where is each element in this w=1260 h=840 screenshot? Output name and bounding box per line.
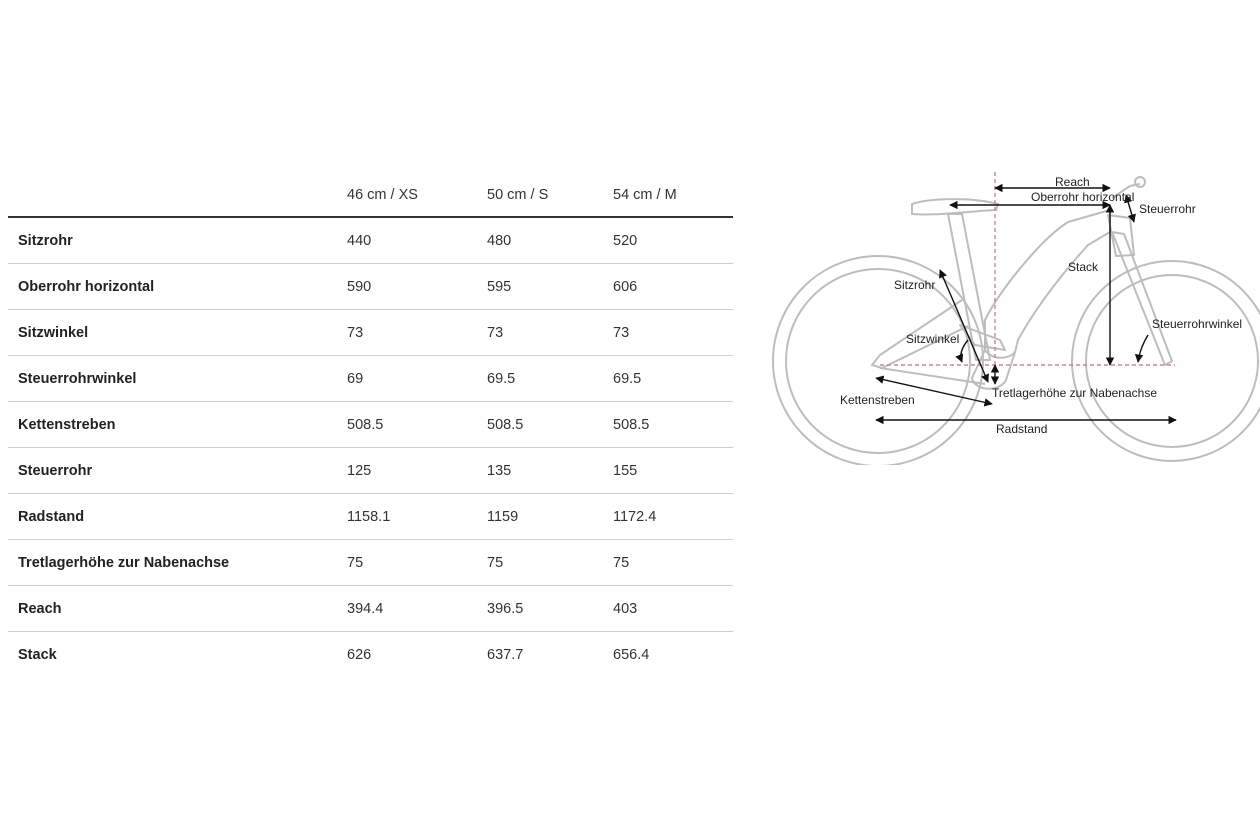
row-label: Kettenstreben	[8, 402, 347, 448]
label-oberrohr: Oberrohr horizontal	[1031, 190, 1135, 204]
row-value: 75	[347, 540, 487, 586]
row-label: Reach	[8, 586, 347, 632]
row-value: 403	[613, 586, 733, 632]
geometry-table	[8, 174, 733, 677]
label-sitzwinkel: Sitzwinkel	[906, 332, 960, 346]
row-label: Steuerrohr	[8, 448, 347, 494]
row-value: 626	[347, 646, 372, 663]
row-value: 508.5	[487, 402, 613, 448]
row-value: 135	[487, 448, 613, 494]
label-radstand: Radstand	[996, 422, 1048, 436]
row-value: 637.7	[487, 646, 524, 663]
table-row	[8, 264, 733, 310]
row-value: 1158.1	[347, 494, 487, 540]
row-value: 73	[613, 310, 733, 356]
sitzwinkel-arc	[961, 340, 968, 362]
row-value: 69.5	[613, 356, 733, 402]
row-label: Tretlagerhöhe zur Nabenachse	[8, 540, 347, 586]
row-value: 440	[347, 217, 487, 264]
row-value: 69.5	[487, 356, 613, 402]
row-value: 656.4	[613, 646, 650, 663]
label-tretlager: Tretlagerhöhe zur Nabenachse	[992, 386, 1157, 400]
header-size-xs: 46 cm / XS	[347, 174, 487, 217]
row-value: 394.4	[347, 586, 487, 632]
table-row	[8, 494, 733, 540]
header-label-cell	[8, 174, 347, 217]
rear-wheel	[773, 256, 983, 465]
steuerrohrwinkel-arc	[1138, 335, 1148, 362]
front-wheel	[1072, 261, 1260, 461]
label-steuerrohrwinkel: Steuerrohrwinkel	[1152, 317, 1243, 331]
table-row	[8, 586, 733, 632]
row-value: 1172.4	[613, 494, 733, 540]
label-sitzrohr: Sitzrohr	[894, 278, 936, 292]
row-label: Sitzwinkel	[8, 310, 347, 356]
row-value: 73	[347, 310, 487, 356]
label-steuerrohr: Steuerrohr	[1139, 202, 1196, 216]
row-value: 508.5	[347, 402, 487, 448]
row-value: 155	[613, 448, 733, 494]
row-value: 73	[487, 310, 613, 356]
row-value: 480	[487, 217, 613, 264]
fork	[1112, 232, 1172, 365]
row-value: 75	[487, 540, 613, 586]
row-value: 75	[613, 540, 733, 586]
table-row	[8, 356, 733, 402]
row-label: Steuerrohrwinkel	[8, 356, 347, 402]
label-reach: Reach	[1055, 175, 1090, 189]
table-row	[8, 402, 733, 448]
measurement-lines	[876, 172, 1176, 420]
table-row	[8, 632, 733, 678]
row-label: Stack	[18, 646, 57, 663]
row-label: Sitzrohr	[8, 217, 347, 264]
handlebar-end	[1135, 177, 1145, 187]
table-row	[8, 217, 733, 264]
header-size-s: 50 cm / S	[487, 174, 613, 217]
bike-geometry-diagram	[770, 165, 1260, 465]
label-kettenstreben: Kettenstreben	[840, 393, 915, 407]
row-value: 508.5	[613, 402, 733, 448]
rear-wheel-rim	[786, 269, 970, 453]
row-label: Radstand	[8, 494, 347, 540]
frame	[985, 210, 1110, 358]
header-size-m: 54 cm / M	[613, 174, 733, 217]
row-value: 520	[613, 217, 733, 264]
row-label: Oberrohr horizontal	[8, 264, 347, 310]
row-value: 590	[347, 264, 487, 310]
table-header-row	[8, 174, 733, 217]
row-value: 1159	[487, 494, 613, 540]
row-value: 396.5	[487, 586, 613, 632]
table-row	[8, 310, 733, 356]
row-value: 595	[487, 264, 613, 310]
row-value: 69	[347, 356, 487, 402]
saddle	[912, 199, 998, 214]
table-row	[8, 448, 733, 494]
row-value: 606	[613, 264, 733, 310]
row-value: 125	[347, 448, 487, 494]
label-stack: Stack	[1068, 260, 1099, 274]
table-row	[8, 540, 733, 586]
